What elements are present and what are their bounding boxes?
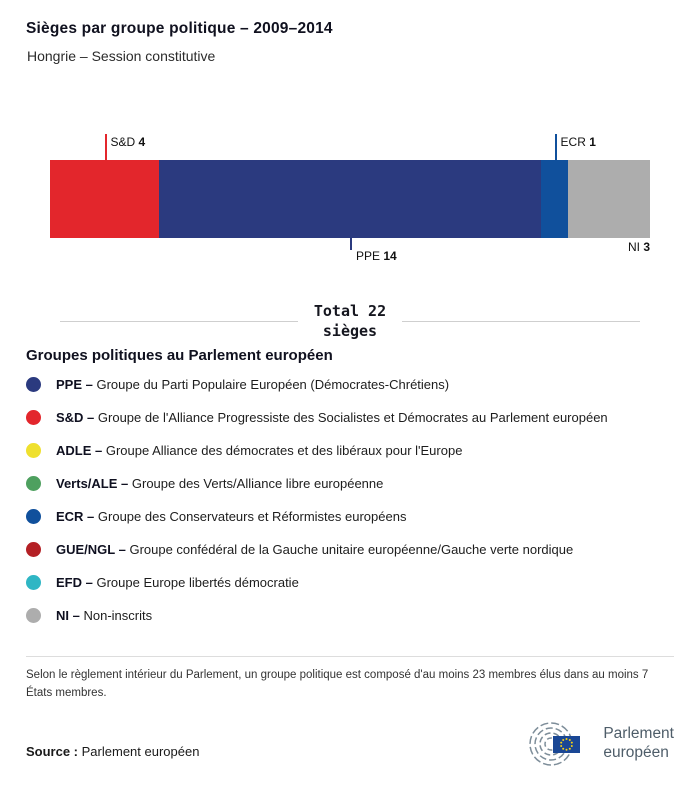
legend-abbr: ADLE – (56, 443, 106, 458)
legend-item (26, 533, 674, 566)
segment-label-NI: NI 3 (627, 240, 650, 254)
legend-abbr: ECR – (56, 509, 98, 524)
footnote-section (26, 656, 674, 703)
logo-wordmark (603, 725, 674, 762)
legend-list (26, 368, 674, 632)
legend-heading: Groupes politiques au Parlement européen (26, 347, 333, 364)
source-line (26, 744, 199, 759)
legend-color-dot (26, 542, 41, 557)
legend-name: Non-inscrits (83, 608, 153, 623)
bar-segment-NI[interactable] (568, 160, 650, 238)
legend-abbr: GUE/NGL – (56, 542, 130, 557)
legend-abbr: PPE – (56, 377, 97, 392)
total-seats-line2: sièges (322, 321, 378, 340)
legend-color-dot (26, 509, 41, 524)
legend-item (26, 500, 674, 533)
legend-abbr: EFD – (56, 575, 97, 590)
legend-name: Groupe de l'Alliance Progressiste des Socialistes et Démocrates au Parlement européen (97, 410, 608, 425)
bar-segment-PPE[interactable] (159, 160, 541, 238)
bar-segment-ECR[interactable] (541, 160, 568, 238)
divider-line-left (60, 321, 298, 322)
footer-row (26, 719, 674, 769)
logo-line1: Parlement (603, 725, 674, 743)
european-parliament-logo (521, 719, 674, 769)
legend-name: Groupe des Verts/Alliance libre européenne (131, 476, 384, 491)
bar-segment-S&D[interactable] (50, 160, 159, 238)
total-divider (60, 302, 640, 341)
legend-name: Groupe Alliance des démocrates et des libéraux pour l'Europe (105, 443, 463, 458)
logo-line2: européen (603, 743, 669, 761)
legend-item (26, 401, 674, 434)
stacked-bar (50, 160, 650, 238)
segment-label-PPE: PPE 14 (356, 249, 397, 263)
annotations-bottom (50, 238, 650, 268)
legend-item (26, 368, 674, 401)
segment-tick-ECR (555, 134, 557, 160)
legend-color-dot (26, 377, 41, 392)
seats-chart (50, 134, 650, 268)
legend-abbr: S&D – (56, 410, 98, 425)
segment-label-S&D: S&D 4 (110, 135, 146, 149)
legend-color-dot (26, 608, 41, 623)
hemicycle-flag-icon (521, 719, 593, 769)
legend-color-dot (26, 476, 41, 491)
legend-item (26, 434, 674, 467)
legend-color-dot (26, 410, 41, 425)
segment-tick-S&D (105, 134, 107, 160)
legend-name: Groupe des Conservateurs et Réformistes européens (97, 509, 407, 524)
segment-tick-PPE (350, 238, 352, 250)
legend-color-dot (26, 443, 41, 458)
legend-abbr: NI – (56, 608, 84, 623)
total-seats-label (314, 302, 386, 341)
footnote-text: Selon le règlement intérieur du Parlement, un groupe politique est composé d'au moins 23 membres élus dans au moins 7 États membres. (26, 669, 649, 699)
legend-abbr: Verts/ALE – (56, 476, 132, 491)
legend-name: Groupe Europe libertés démocratie (96, 575, 299, 590)
total-seats-line1: Total 22 (313, 302, 387, 320)
legend-item (26, 467, 674, 500)
source-label: Source : (26, 743, 79, 759)
page-subtitle: Hongrie – Session constitutive (27, 48, 216, 64)
legend-name: Groupe confédéral de la Gauche unitaire européenne/Gauche verte nordique (129, 542, 574, 557)
page-title: Sièges par groupe politique – 2009–2014 (26, 20, 333, 37)
annotations-top (50, 134, 650, 160)
legend-name: Groupe du Parti Populaire Européen (Démocrates-Chrétiens) (96, 377, 450, 392)
legend-color-dot (26, 575, 41, 590)
source-value: Parlement européen (81, 743, 200, 759)
legend-item (26, 599, 674, 632)
divider-line-right (402, 321, 640, 322)
legend-item (26, 566, 674, 599)
segment-label-ECR: ECR 1 (560, 135, 596, 149)
